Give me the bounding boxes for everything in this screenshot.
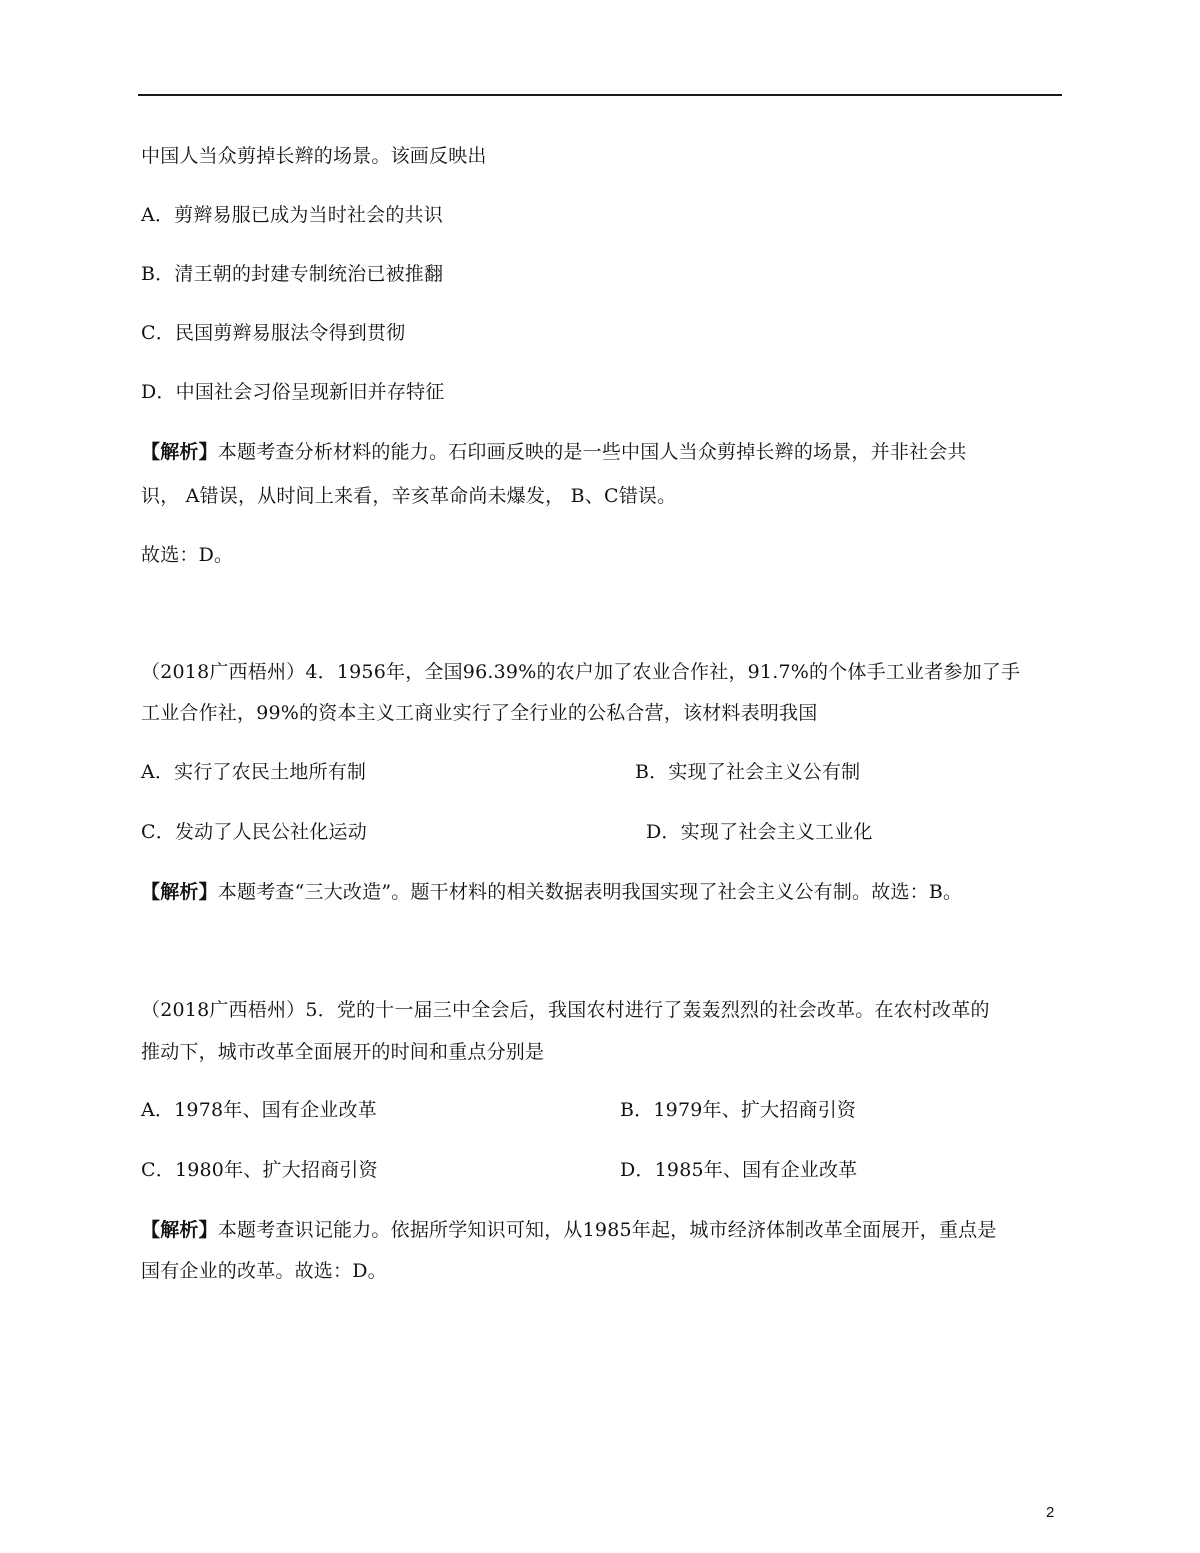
q4-analysis-label: 【解析】 bbox=[141, 881, 218, 903]
q4-analysis-line-1 bbox=[141, 880, 962, 904]
q5-option-c: C．1980年、扩大招商引资 bbox=[141, 1159, 378, 1181]
q3-analysis-text-1: 本题考查分析材料的能力。石印画反映的是一些中国人当众剪掉长辫的场景，并非社会共 bbox=[217, 441, 967, 463]
q3-analysis-line-2: 识， A错误，从时间上来看，辛亥革命尚未爆发， B、C错误。 bbox=[141, 485, 677, 507]
q5-option-b: B．1979年、扩大招商引资 bbox=[620, 1099, 857, 1121]
q5-analysis-line-2: 国有企业的改革。故选：D。 bbox=[141, 1260, 387, 1282]
q5-stem-line-2: 推动下，城市改革全面展开的时间和重点分别是 bbox=[141, 1041, 545, 1063]
q4-stem-line-1: （2018广西梧州）4．1956年，全国96.39%的农户加了农业合作社，91.7%的个体手工业者参加了手 bbox=[141, 661, 1021, 683]
q3-option-d: D．中国社会习俗呈现新旧并存特征 bbox=[141, 381, 445, 403]
q3-answer: 故选：D。 bbox=[141, 544, 234, 566]
q4-stem-line-2: 工业合作社，99%的资本主义工商业实行了全行业的公私合营，该材料表明我国 bbox=[141, 702, 818, 724]
q3-stem-end: 中国人当众剪掉长辫的场景。该画反映出 bbox=[141, 145, 487, 167]
q4-option-b: B．实现了社会主义公有制 bbox=[635, 761, 861, 783]
q5-option-a: A．1978年、国有企业改革 bbox=[141, 1099, 377, 1121]
q4-option-c: C．发动了人民公社化运动 bbox=[141, 821, 367, 843]
q3-analysis-label: 【解析】 bbox=[141, 441, 218, 463]
q3-analysis-line-1 bbox=[141, 440, 967, 464]
q4-option-a: A．实行了农民土地所有制 bbox=[141, 761, 367, 783]
q3-option-a: A．剪辫易服已成为当时社会的共识 bbox=[141, 204, 443, 226]
q4-analysis-text-1: 本题考查“三大改造”。题干材料的相关数据表明我国实现了社会主义公有制。故选：B。 bbox=[217, 881, 963, 903]
page-number: 2 bbox=[1046, 1504, 1055, 1521]
q5-analysis-line-1 bbox=[141, 1218, 997, 1242]
q5-stem-line-1: （2018广西梧州）5．党的十一届三中全会后，我国农村进行了轰轰烈烈的社会改革。在农村改革的 bbox=[141, 999, 990, 1021]
q4-option-d: D．实现了社会主义工业化 bbox=[646, 821, 873, 843]
header-rule bbox=[138, 94, 1062, 96]
q3-option-c: C．民国剪辫易服法令得到贯彻 bbox=[141, 322, 406, 344]
q5-analysis-text-1: 本题考查识记能力。依据所学知识可知，从1985年起，城市经济体制改革全面展开，重点是 bbox=[217, 1219, 997, 1241]
q5-analysis-label: 【解析】 bbox=[141, 1219, 218, 1241]
q3-option-b: B．清王朝的封建专制统治已被推翻 bbox=[141, 263, 444, 285]
q5-option-d: D．1985年、国有企业改革 bbox=[620, 1159, 858, 1181]
